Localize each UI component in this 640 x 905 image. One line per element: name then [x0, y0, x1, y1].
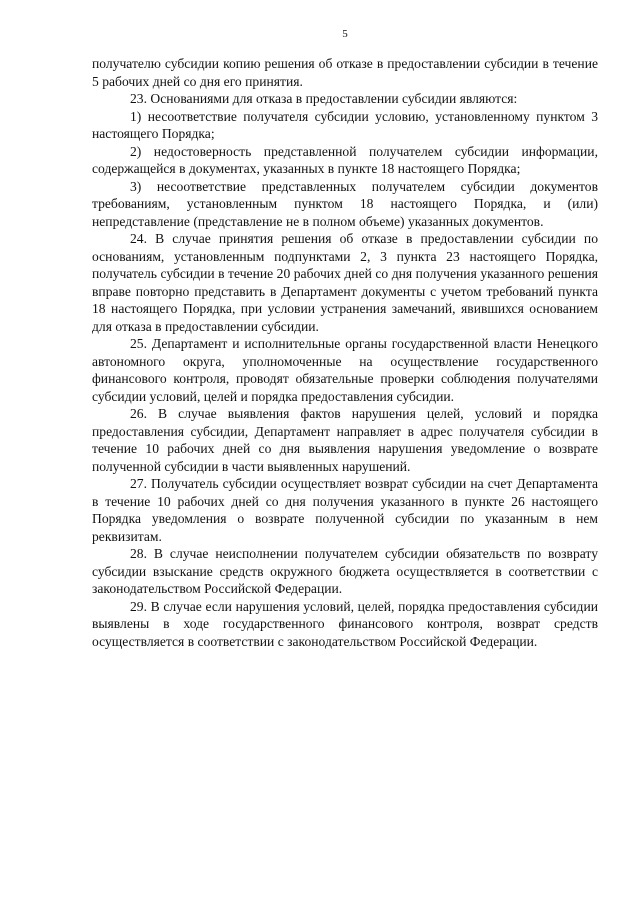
paragraph-27: 27. Получатель субсидии осуществляет возврат субсидии на счет Департамента в течение 10 рабочих дней со дня получения указанного в пункте 26 настоящего Порядка уведомления о возврате полученной субсидии по указанным в нем реквизитам. — [92, 476, 598, 544]
paragraph-23-item-3: 3) несоответствие представленных получателем субсидии документов требованиям, установленным пунктом 18 настоящего Порядка, и (или) непредставление (представление не в полном объеме) указанных документов. — [92, 178, 598, 229]
page-number: 5 — [342, 28, 348, 40]
paragraph-23-item-1: 1) несоответствие получателя субсидии условию, установленному пунктом 3 настоящего Порядка; — [92, 108, 598, 141]
paragraph-24: 24. В случае принятия решения об отказе в предоставлении субсидии по основаниям, установленным подпунктами 2, 3 пункта 23 настоящего Порядка, получатель субсидии в течение 20 рабочих дней со дня получения указанного решения вправе повторно представить в Департамент документы с учетом требований пункта 18 настоящего Порядка, при условии устранения замечаний, явившихся основанием для отказа в предоставлении субсидии. — [92, 231, 598, 334]
paragraph-29: 29. В случае если нарушения условий, целей, порядка предоставления субсидии выявлены в ходе государственного финансового контроля, возврат средств осуществляется в соответствии с законодательством Российской Федерации. — [92, 598, 598, 649]
paragraph-26: 26. В случае выявления фактов нарушения целей, условий и порядка предоставления субсидии, Департамент направляет в адрес получателя субсидии в течение 10 рабочих дней со дня выявления нарушения уведомление о возврате полученной субсидии в части выявленных нарушений. — [92, 406, 598, 474]
paragraph-25: 25. Департамент и исполнительные органы государственной власти Ненецкого автономного округа, уполномоченные на осуществление государственного финансового контроля, проводят обязательные проверки соблюдения получателями субсидии условий, целей и порядка предоставления субсидии. — [92, 336, 598, 404]
paragraph-23-item-2: 2) недостоверность представленной получателем субсидии информации, содержащейся в документах, указанных в пункте 18 настоящего Порядка; — [92, 143, 598, 176]
paragraph-28: 28. В случае неисполнении получателем субсидии обязательств по возврату субсидии взыскание средств окружного бюджета осуществляется в соответствии с законодательством Российской Федерации. — [92, 546, 598, 596]
paragraph-23: 23. Основаниями для отказа в предоставлении субсидии являются: — [130, 91, 518, 106]
document-body — [92, 55, 598, 650]
paragraph-continuation: получателю субсидии копию решения об отказе в предоставлении субсидии в течение 5 рабочих дней со дня его принятия. — [92, 56, 598, 89]
